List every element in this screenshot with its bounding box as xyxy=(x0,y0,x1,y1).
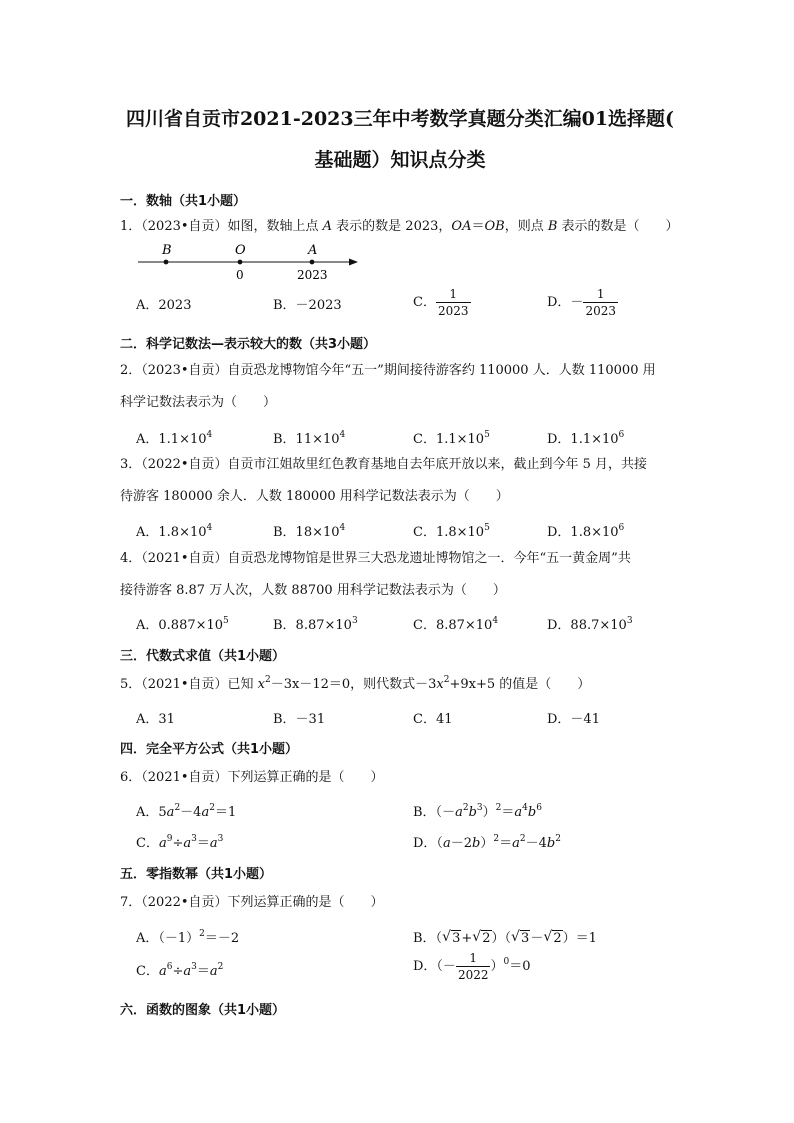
q7-option-b[interactable]: B．（ √ 3+ √ 2）（ √ 3－ √ 2）＝1 xyxy=(413,929,597,946)
q6-option-a[interactable]: A．$5a^2-4a^2=1$ xyxy=(136,803,237,820)
q6-option-c[interactable]: C．$a^9\div a^3=a^3$ xyxy=(136,834,224,851)
q1-option-b[interactable]: B．－2023 xyxy=(273,298,342,313)
q4-option-a[interactable]: A．$0.887\times 10^5$ xyxy=(136,616,229,633)
section-heading-6: 六．函数的图象（共1小题） xyxy=(120,1003,286,1018)
q2-option-a[interactable]: A．$1.1\times 10^4$ xyxy=(136,430,213,447)
section-heading-1: 一．数轴（共1小题） xyxy=(120,194,247,209)
point-o-label: O xyxy=(235,243,246,258)
question-1: 1．（2023•自贡）如图，数轴上点 A 表示的数是 2023，OA＝OB，则点 B 表示的数是（ ） xyxy=(120,219,679,234)
q3-option-b[interactable]: B．$18\times 10^4$ xyxy=(273,523,346,540)
tick-label-0: 0 xyxy=(236,268,244,282)
point-a-dot xyxy=(310,260,315,265)
q6-option-b[interactable]: B．$(-a^2b^3)^2=a^4b^6$ xyxy=(413,803,542,820)
fraction-1-over-2023: $\frac{1}{2023}$ xyxy=(437,287,469,318)
q1-option-d[interactable]: D．－ $\frac{1}{2023}$ xyxy=(547,287,616,318)
q1-option-a[interactable]: A．2023 xyxy=(136,298,192,313)
point-b-dot xyxy=(164,260,169,265)
q3-option-a[interactable]: A．$1.8\times 10^4$ xyxy=(136,523,213,540)
section-heading-4: 四．完全平方公式（共1小题） xyxy=(120,742,299,757)
page-title-line2: 基础题）知识点分类 xyxy=(314,149,486,171)
tick-label-2023: 2023 xyxy=(297,268,328,282)
question-7: 7．（2022•自贡）下列运算正确的是（ ） xyxy=(120,895,384,910)
sqrt-2: √ 2 xyxy=(543,929,562,946)
section-heading-2: 二．科学记数法—表示较大的数（共3小题） xyxy=(120,337,377,352)
q7-option-a[interactable]: A．$(-1)^2=-2$ xyxy=(136,929,240,946)
q6-option-d[interactable]: D．$(a-2b)^2=a^2-4b^2$ xyxy=(413,834,561,851)
q7-option-d[interactable]: D．（－ $\frac{1}{2022}$ ）$^0$＝0 xyxy=(413,951,531,982)
sqrt-2: √ 2 xyxy=(472,929,491,946)
question-2-line2: 科学记数法表示为（ ） xyxy=(120,395,277,410)
section-heading-3: 三．代数式求值（共1小题） xyxy=(120,649,286,664)
sqrt-3: √ 3 xyxy=(442,929,461,946)
sqrt-3: √ 3 xyxy=(511,929,530,946)
fraction-1-over-2023: $\frac{1}{2023}$ xyxy=(585,287,616,318)
point-o-dot xyxy=(238,260,243,265)
page-title-line1: 四川省自贡市2021-2023三年中考数学真题分类汇编01选择题( xyxy=(125,108,675,130)
q5-option-d[interactable]: D．－41 xyxy=(547,712,600,727)
question-2-line1: 2．（2023•自贡）自贡恐龙博物馆今年“五一”期间接待游客约 110000 人．人数 110000 用 xyxy=(120,363,656,378)
q7-option-c[interactable]: C．$a^6\div a^3=a^2$ xyxy=(136,962,224,979)
fraction-1-over-2022: $\frac{1}{2022}$ xyxy=(457,951,489,982)
question-4-line1: 4．（2021•自贡）自贡恐龙博物馆是世界三大恐龙遗址博物馆之一．今年“五一黄金周”共 xyxy=(120,551,631,566)
question-5: 5．（2021•自贡）已知 $x^2-3x-12=0$，则代数式$-3x^2+9x+5$ 的值是（ ） xyxy=(120,675,591,692)
q2-option-d[interactable]: D．$1.1\times 10^6$ xyxy=(547,430,625,447)
section-heading-5: 五．零指数幂（共1小题） xyxy=(120,867,273,882)
question-3-line2: 待游客 180000 余人．人数 180000 用科学记数法表示为（ ） xyxy=(120,489,509,504)
q4-option-b[interactable]: B．$8.87\times 10^3$ xyxy=(273,616,358,633)
q1-option-c[interactable]: C． $\frac{1}{2023}$ xyxy=(413,287,469,318)
number-line-arrow-icon xyxy=(349,259,358,266)
q5-option-b[interactable]: B．－31 xyxy=(273,712,326,727)
q3-option-d[interactable]: D．$1.8\times 10^6$ xyxy=(547,523,625,540)
q2-option-c[interactable]: C．$1.1\times 10^5$ xyxy=(413,430,490,447)
question-6: 6．（2021•自贡）下列运算正确的是（ ） xyxy=(120,770,384,785)
point-a-label: A xyxy=(308,243,318,258)
q5-option-c[interactable]: C．41 xyxy=(413,712,453,727)
q2-option-b[interactable]: B．$11\times 10^4$ xyxy=(273,430,346,447)
q4-option-c[interactable]: C．$8.87\times 10^4$ xyxy=(413,616,499,633)
question-3-line1: 3．（2022•自贡）自贡市江姐故里红色教育基地自去年底开放以来，截止到今年 5 月，共接 xyxy=(120,457,648,472)
q4-option-d[interactable]: D．$88.7\times 10^3$ xyxy=(547,616,633,633)
q3-option-c[interactable]: C．$1.8\times 10^5$ xyxy=(413,523,490,540)
point-b-label: B xyxy=(162,243,172,258)
number-line-figure xyxy=(136,240,366,284)
question-4-line2: 接待游客 8.87 万人次，人数 88700 用科学记数法表示为（ ） xyxy=(120,583,506,598)
q5-option-a[interactable]: A．31 xyxy=(136,712,175,727)
